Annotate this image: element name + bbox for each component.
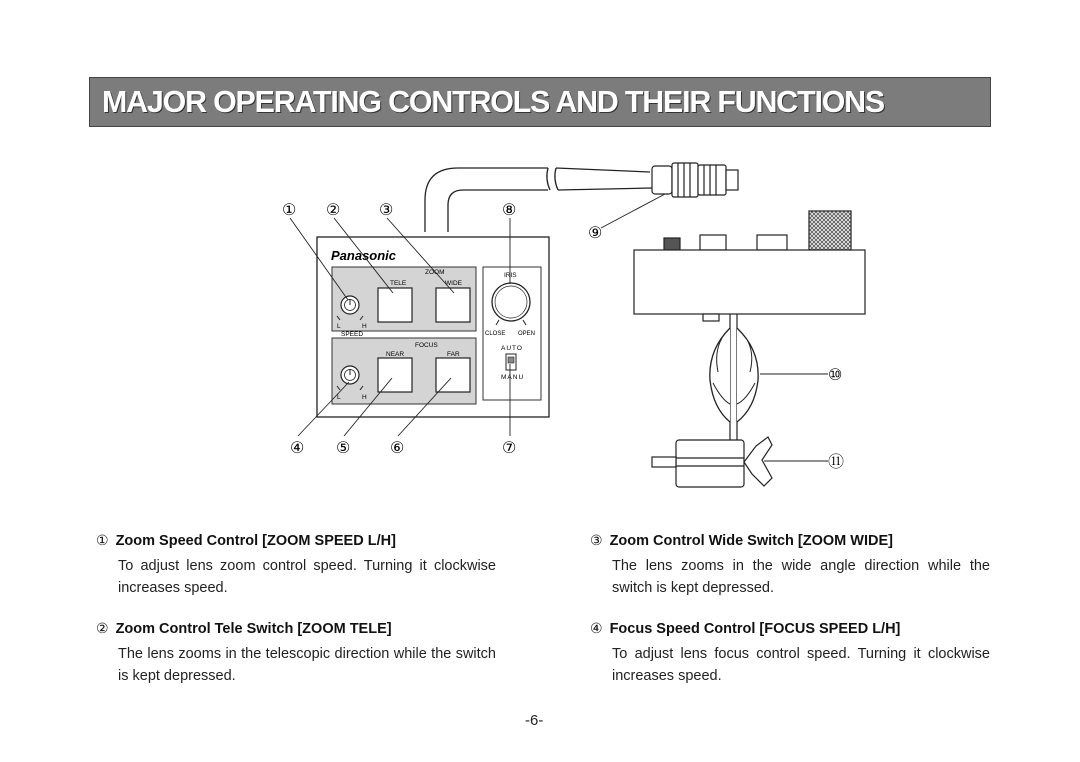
iris-knob[interactable] xyxy=(492,283,530,321)
callout-4: ④ xyxy=(290,440,305,457)
page-number: -6- xyxy=(525,712,544,729)
section-number: ③ xyxy=(590,532,603,548)
section-number: ② xyxy=(96,620,109,636)
zoom-l-label: L xyxy=(337,323,341,330)
iris-label: IRIS xyxy=(504,272,517,279)
focus-far-button[interactable] xyxy=(436,358,470,392)
side-view xyxy=(634,211,865,487)
focus-h-label: H xyxy=(362,394,367,401)
callout-9: ⑨ xyxy=(588,225,603,242)
section-title: Zoom Control Tele Switch [ZOOM TELE] xyxy=(115,621,392,637)
speed-label: SPEED xyxy=(341,331,364,338)
close-label: CLOSE xyxy=(485,331,506,337)
section-heading xyxy=(96,619,496,638)
far-label: FAR xyxy=(447,351,460,358)
knurled-knob[interactable] xyxy=(809,211,851,250)
focus-label: FOCUS xyxy=(415,342,438,349)
section-zoom-tele xyxy=(96,619,496,687)
wide-label: WIDE xyxy=(445,280,462,287)
callout-8: ⑧ xyxy=(502,202,517,219)
near-label: NEAR xyxy=(386,351,405,358)
focus-l-label: L xyxy=(337,394,341,401)
manu-label: MANU xyxy=(501,374,525,381)
section-zoom-wide xyxy=(590,531,990,599)
section-body: To adjust lens focus control speed. Turning it clockwise increases speed. xyxy=(612,646,990,684)
brand-logo: Panasonic xyxy=(331,248,397,263)
callout-2: ② xyxy=(326,202,341,219)
auto-label: AUTO xyxy=(501,345,523,352)
section-body: To adjust lens zoom control speed. Turning it clockwise increases speed. xyxy=(118,558,496,596)
section-heading xyxy=(590,619,990,638)
open-label: OPEN xyxy=(518,331,536,337)
section-title: Focus Speed Control [FOCUS SPEED L/H] xyxy=(609,621,901,637)
callout-11: ⑪ xyxy=(828,454,845,471)
section-heading xyxy=(590,531,990,550)
zoom-label: ZOOM xyxy=(425,269,445,276)
callout-3: ③ xyxy=(379,202,394,219)
callout-10: ⑩ xyxy=(828,367,843,384)
section-body: The lens zooms in the wide angle direction while the switch is kept depressed. xyxy=(612,558,990,596)
callout-1: ① xyxy=(282,202,297,219)
callout-5: ⑤ xyxy=(336,440,351,457)
focus-near-button[interactable] xyxy=(378,358,412,392)
page-title: MAJOR OPERATING CONTROLS AND THEIR FUNCTIONS xyxy=(102,84,885,119)
section-number: ④ xyxy=(590,620,603,636)
zoom-wide-button[interactable] xyxy=(436,288,470,322)
tele-label: TELE xyxy=(390,280,407,287)
section-body: The lens zooms in the telescopic direction while the switch is kept depressed. xyxy=(118,646,496,684)
section-title: Zoom Control Wide Switch [ZOOM WIDE] xyxy=(609,533,893,549)
section-title: Zoom Speed Control [ZOOM SPEED L/H] xyxy=(115,533,396,549)
callout-6: ⑥ xyxy=(390,440,405,457)
cable xyxy=(425,168,652,232)
callout-7: ⑦ xyxy=(502,440,517,457)
zoom-h-label: H xyxy=(362,323,367,330)
connector-plug xyxy=(652,163,738,197)
section-zoom-speed xyxy=(96,531,496,599)
section-number: ① xyxy=(96,532,109,548)
section-focus-speed xyxy=(590,619,990,687)
section-heading xyxy=(96,531,496,550)
zoom-tele-button[interactable] xyxy=(378,288,412,322)
